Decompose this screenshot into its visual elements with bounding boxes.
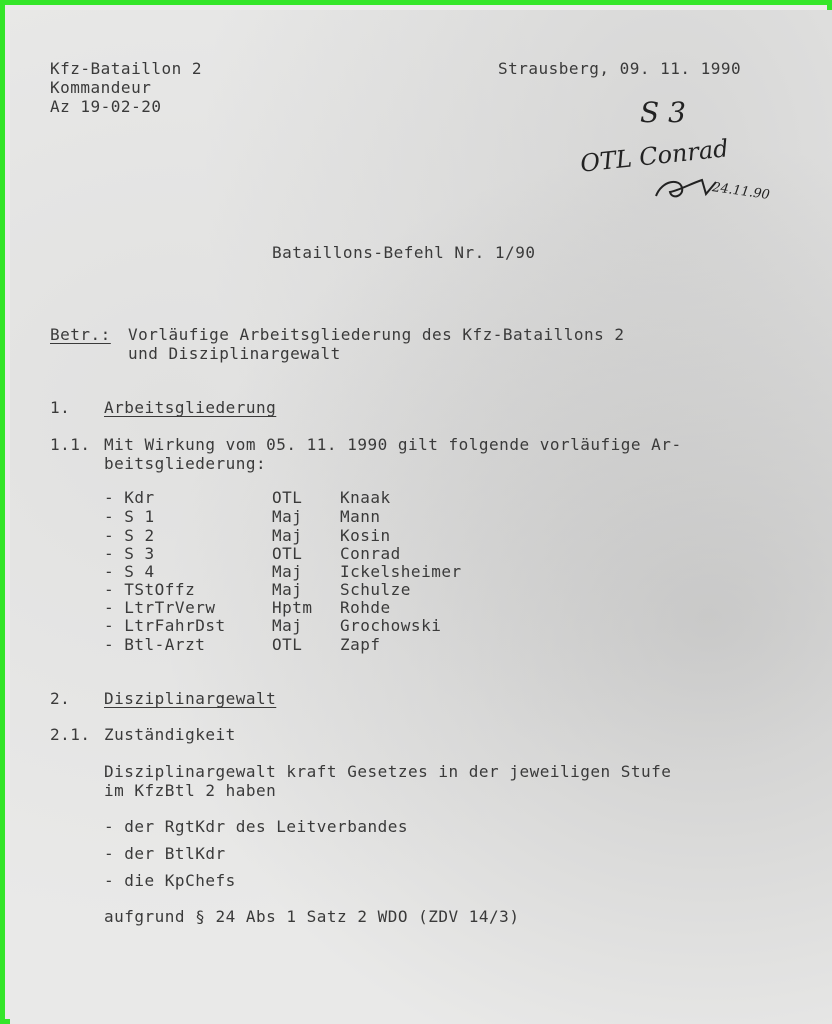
section-1-1-number: 1.1. [50,435,91,454]
roster-post: - TStOffz [104,580,196,599]
roster-rank: OTL [272,635,303,654]
sender-unit: Kfz-Bataillon 2 [50,59,202,78]
roster-rank: OTL [272,544,303,563]
roster-rank: Hptm [272,598,313,617]
roster-name: Mann [340,507,381,526]
roster-post: - S 1 [104,507,155,526]
roster-post: - S 2 [104,526,155,545]
roster-rank: Maj [272,562,303,581]
list-item: - der BtlKdr [104,844,226,863]
roster-post: - LtrFahrDst [104,616,226,635]
roster-rank: Maj [272,616,303,635]
roster-name: Rohde [340,598,391,617]
sender-role: Kommandeur [50,78,152,97]
section-2-1-para-line-2: im KfzBtl 2 haben [104,781,277,800]
section-1-1-line-1: Mit Wirkung vom 05. 11. 1990 gilt folgende vorläufige Ar- [104,435,682,454]
section-2-1-para-line-1: Disziplinargewalt kraft Gesetzes in der jeweiligen Stufe [104,762,672,781]
roster-name: Ickelsheimer [340,562,462,581]
subject-line-1: Vorläufige Arbeitsgliederung des Kfz-Bataillons 2 [128,325,625,344]
roster-rank: Maj [272,580,303,599]
section-2-heading: Disziplinargewalt [104,689,277,708]
subject-line-2: und Disziplinargewalt [128,344,341,363]
list-item: - der RgtKdr des Leitverbandes [104,817,408,836]
roster-post: - S 3 [104,544,155,563]
roster-rank: Maj [272,507,303,526]
roster-name: Conrad [340,544,401,563]
roster-post: - Kdr [104,488,155,507]
roster-name: Kosin [340,526,391,545]
roster-post: - Btl-Arzt [104,635,206,654]
roster-post: - S 4 [104,562,155,581]
place-date: Strausberg, 09. 11. 1990 [498,59,742,78]
roster-name: Zapf [340,635,381,654]
section-1-1-line-2: beitsgliederung: [104,454,267,473]
legal-basis: aufgrund § 24 Abs 1 Satz 2 WDO (ZDV 14/3) [104,907,520,926]
section-1-number: 1. [50,398,71,417]
roster-name: Schulze [340,580,411,599]
signature-date: 24.11.90 [711,180,771,203]
section-2-1-heading: Zuständigkeit [104,725,236,744]
list-item: - die KpChefs [104,871,236,890]
roster-post: - LtrTrVerw [104,598,216,617]
roster-rank: OTL [272,488,303,507]
file-reference: Az 19-02-20 [50,97,162,116]
roster-rank: Maj [272,526,303,545]
handwritten-note-otl: OTL Conrad [578,134,730,178]
section-2-1-number: 2.1. [50,725,91,744]
handwritten-note-s3: S 3 [640,96,686,129]
order-title: Bataillons-Befehl Nr. 1/90 [272,243,536,262]
section-1-heading: Arbeitsgliederung [104,398,277,417]
roster-name: Knaak [340,488,391,507]
roster-name: Grochowski [340,616,442,635]
section-2-number: 2. [50,689,71,708]
subject-label: Betr.: [50,325,111,344]
